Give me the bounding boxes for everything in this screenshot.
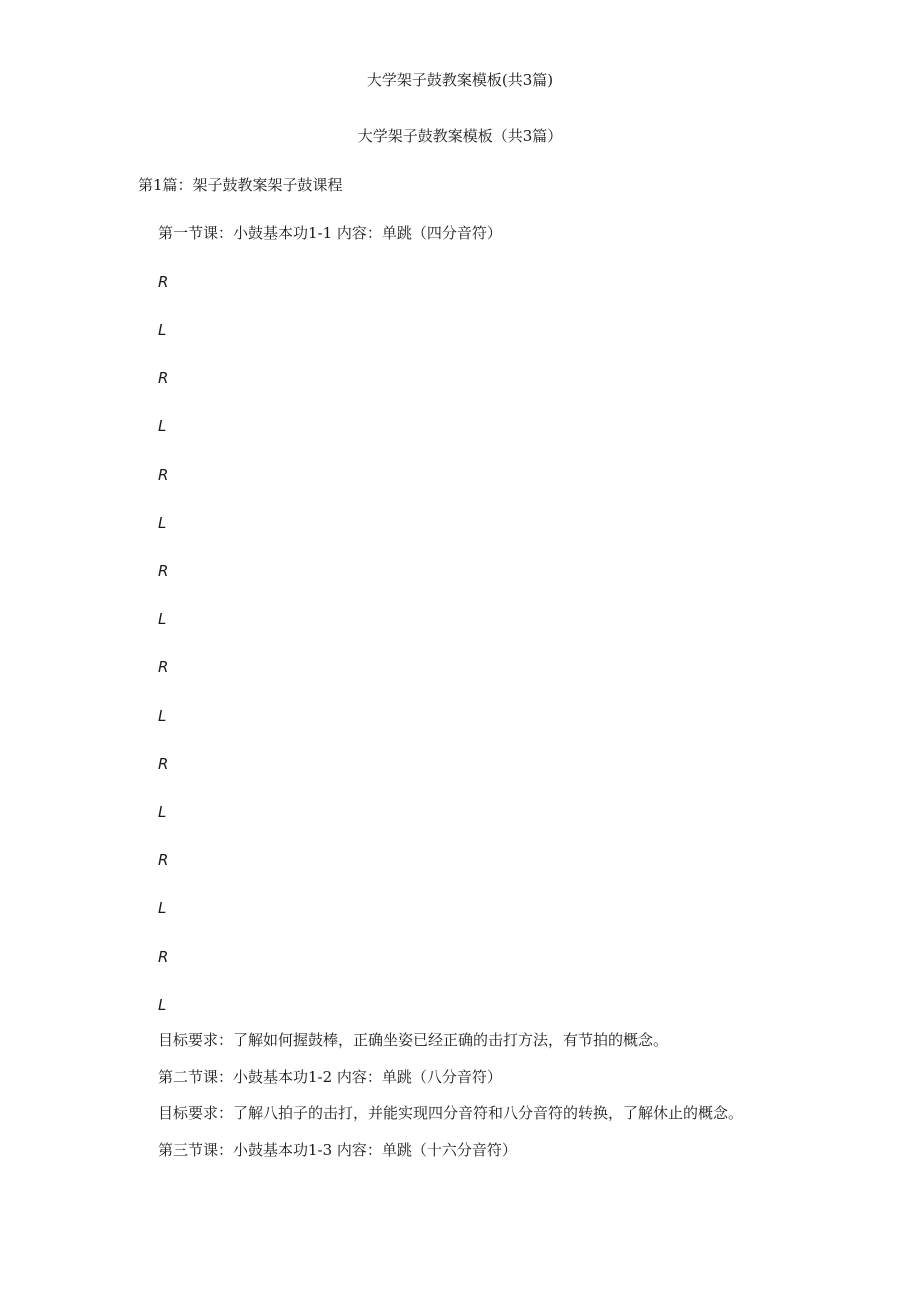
stroke-item: L [158,803,167,821]
stroke-item: L [158,417,167,435]
lesson-3-title: 第三节课：小鼓基本功1-3 内容：单跳（十六分音符） [158,1141,517,1159]
stroke-item: L [158,707,167,725]
stroke-item: L [158,899,167,917]
stroke-item: R [158,948,169,966]
stroke-item: L [158,610,167,628]
stroke-item: R [158,658,169,676]
stroke-item: R [158,851,169,869]
document-title: 大学架子鼓教案模板（共3篇） [357,127,563,145]
stroke-item: R [158,369,169,387]
stroke-item: L [158,514,167,532]
lesson-1-title: 第一节课：小鼓基本功1-1 内容：单跳（四分音符） [158,224,502,242]
stroke-item: R [158,562,169,580]
stroke-item: R [158,273,169,291]
lesson-2-title: 第二节课：小鼓基本功1-2 内容：单跳（八分音符） [158,1068,502,1086]
stroke-item: R [158,466,169,484]
lesson-1-goal: 目标要求：了解如何握鼓棒，正确坐姿已经正确的击打方法，有节拍的概念。 [158,1031,669,1049]
part-1-heading: 第1篇：架子鼓教案架子鼓课程 [138,176,343,194]
stroke-item: L [158,321,167,339]
stroke-item: R [158,755,169,773]
lesson-2-goal: 目标要求：了解八拍子的击打，并能实现四分音符和八分音符的转换，了解休止的概念。 [158,1104,744,1122]
stroke-item: L [158,996,167,1014]
top-title: 大学架子鼓教案模板(共3篇) [366,71,554,89]
